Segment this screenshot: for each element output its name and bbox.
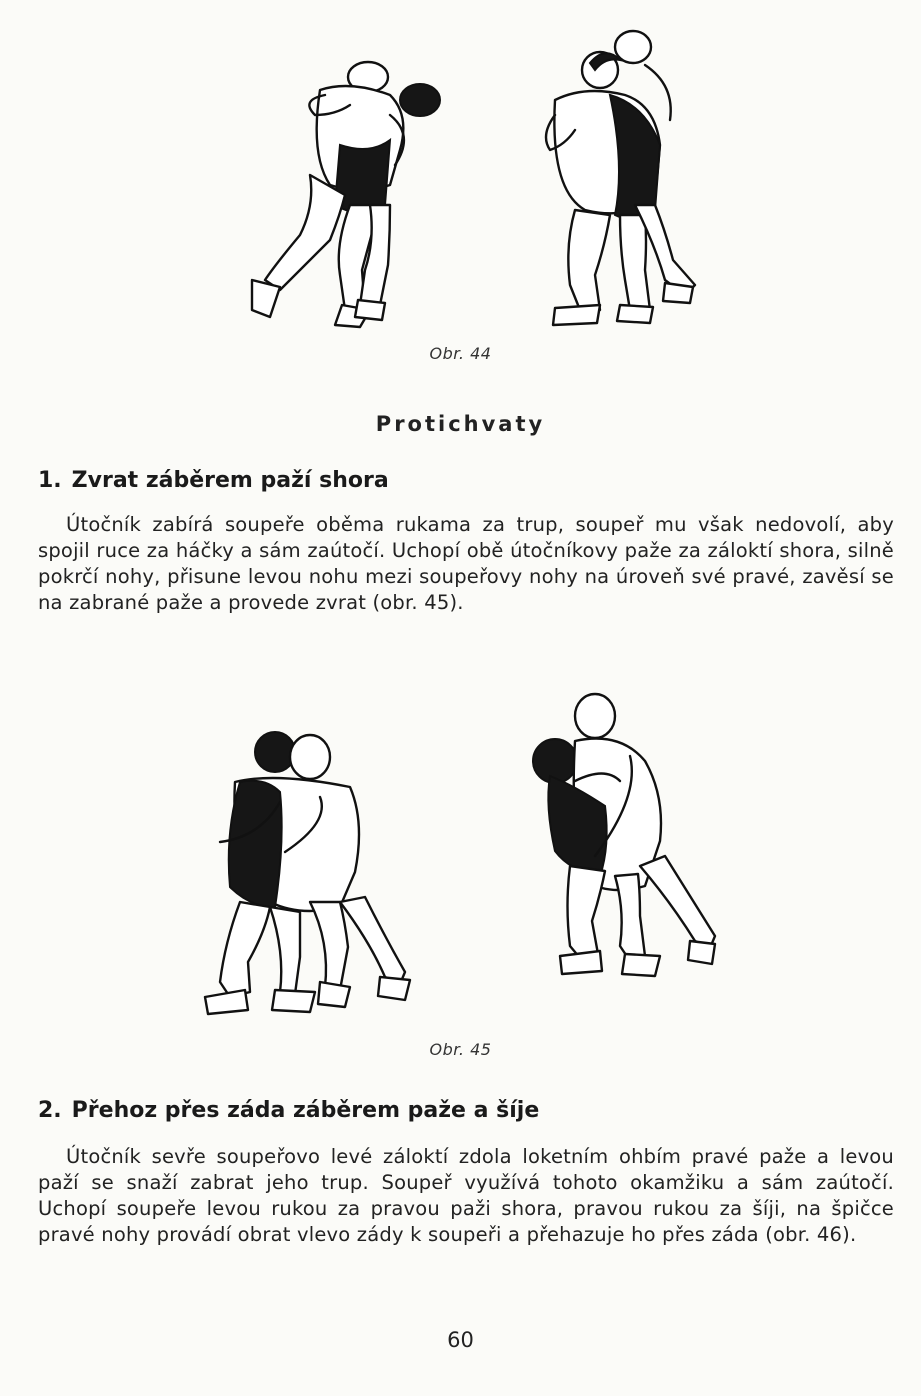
figure-45-left-illustration xyxy=(200,722,420,1022)
technique-1-title: Zvrat záběrem paží shora xyxy=(71,468,389,493)
figure-44-caption: Obr. 44 xyxy=(429,344,492,363)
technique-2-number: 2. xyxy=(38,1098,62,1123)
technique-2-paragraph: Útočník sevře soupeřovo levé záloktí zdola loketním ohbím pravé paže a levou paží se snaží zabrat jeho trup. Soupeř využívá tohoto okamžiku a sám zaútočí. Uchopí soupeře levou rukou za pravou paži shora, pravou rukou za šíji, na špičce pravé nohy provádí obrat vlevo zády k soupeři a přehazuje ho přes záda (obr. 46). xyxy=(38,1145,894,1246)
page-number: 60 xyxy=(447,1328,474,1352)
technique-1-number: 1. xyxy=(38,468,62,493)
figure-44-left-illustration xyxy=(240,55,450,335)
figure-44-right-illustration xyxy=(535,25,705,335)
technique-1-heading xyxy=(38,468,389,493)
figure-45-caption: Obr. 45 xyxy=(429,1040,492,1059)
technique-2-heading xyxy=(38,1098,539,1123)
technique-2-title: Přehoz přes záda záběrem paže a šíje xyxy=(71,1098,540,1123)
figure-45-right-illustration xyxy=(530,686,720,986)
technique-1-paragraph: Útočník zabírá soupeře oběma rukama za trup, soupeř mu však nedovolí, aby spojil ruce za háčky a sám zaútočí. Uchopí obě útočníkovy paže za záloktí shora, silně pokrčí nohy, přisune levou nohu mezi soupeřovy nohy na úroveň své pravé, zavěsí se na zabrané paže a provede zvrat (obr. 45). xyxy=(38,513,894,614)
section-title: Protichvaty xyxy=(375,412,546,436)
